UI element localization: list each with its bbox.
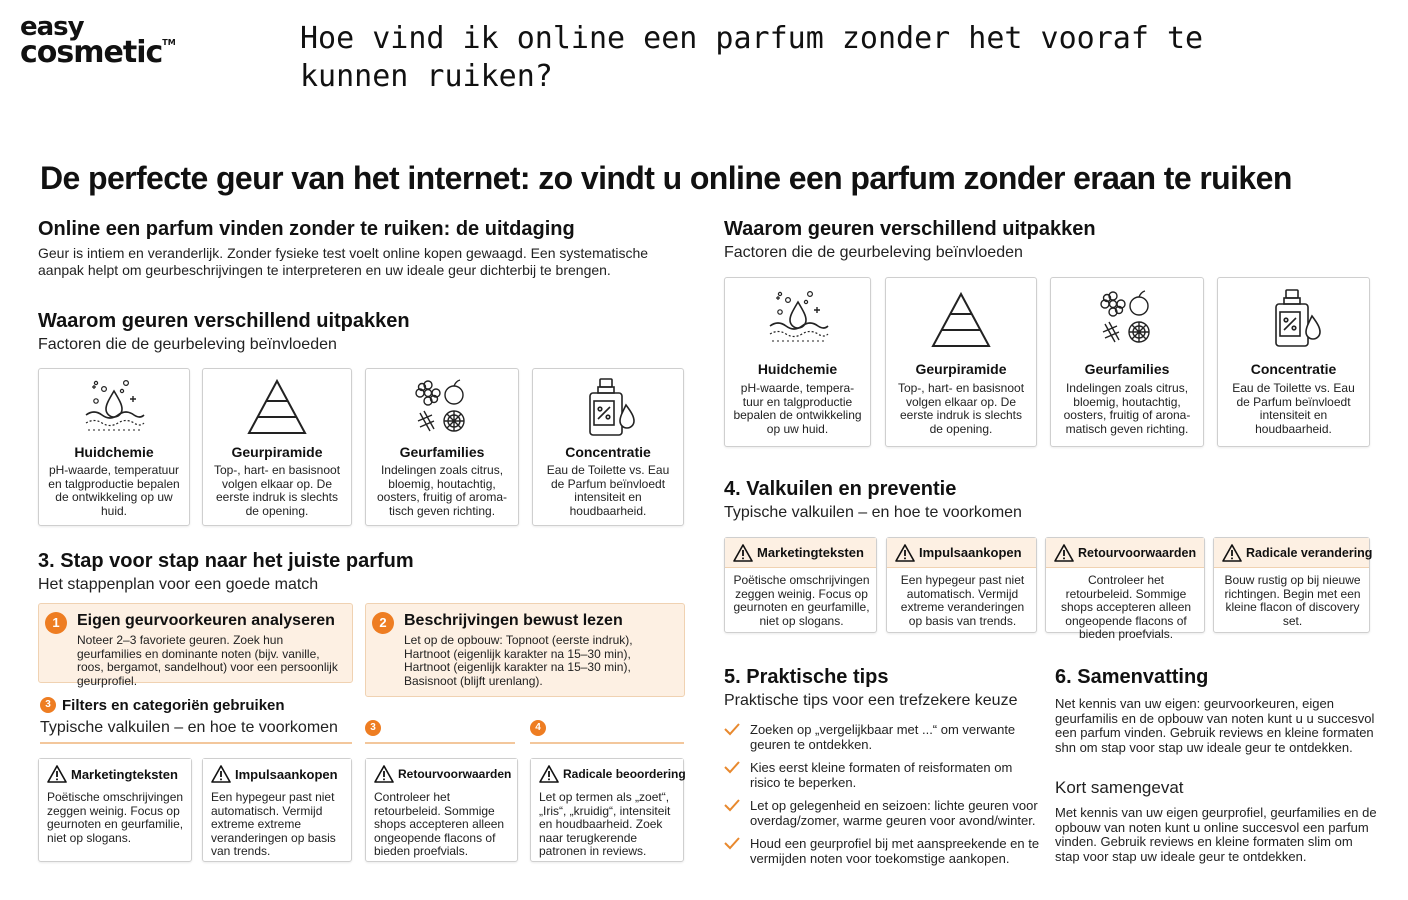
pitfall-card-marketingteksten (724, 537, 877, 633)
step-3-marker: 3 (365, 720, 381, 736)
warning-icon (47, 765, 67, 783)
divider (365, 742, 515, 744)
step-title: Eigen geurvoorkeuren analyseren (77, 612, 335, 629)
check-icon (724, 798, 740, 812)
summary-subtitle: Kort samengevat (1055, 778, 1184, 797)
skin-drop-icon (766, 288, 830, 348)
factor-card-text: pH-waarde, temperatuur en talgproductie bepalen de ontwikkeling op uw huid. (48, 463, 180, 518)
tips-title: 5. Praktische tips (724, 666, 889, 688)
factor-card-title: Geurpiramide (915, 361, 1007, 377)
factor-card-geurfamilies (365, 368, 519, 526)
flower-fruit-icon (410, 377, 474, 437)
intro-text: Geur is intiem en veranderlijk. Zonder fysieke test voelt online kopen gewaagd. Een systematische aanpak helpt om geurbeschrijvingen te interpreteren en uw ideale geur dichterbij te brengen. (38, 245, 649, 278)
pitfall-text: Een hypegeur past niet automatisch. Vermijd extreme veranderingen op basis van trends. (900, 573, 1025, 628)
pyramid-icon (929, 290, 993, 350)
summary-title: 6. Samenvatting (1055, 666, 1209, 688)
logo-line-2: cosmetic (20, 35, 163, 71)
pitfall-text: Let op termen als „zoet“, „Iris“, „kruidig“, intensiteit en houdbaarheid. Zoek naar terugkerende patronen in reviews. (539, 790, 671, 858)
tip-text: Houd een geurprofiel bij met aanspreekende en te vermijden noten voor toekomstige aankopen. (750, 836, 1040, 866)
step-title: Beschrijvingen bewust lezen (404, 612, 623, 629)
factor-card-concentratie (532, 368, 684, 526)
tip-text: Zoeken op „vergelijkbaar met ...“ om verwante geuren te ontdekken. (750, 722, 1016, 752)
factor-card-huidchemie (724, 277, 871, 447)
pitfalls-title: 4. Valkuilen en preventie (724, 478, 957, 500)
tip-text: Let op gelegenheid en seizoen: lichte geuren voor overdag/zomer, warme geuren voor avond/winter. (750, 798, 1038, 828)
pitfall-card-impulsaankopen (202, 758, 352, 862)
pitfall-card-radicale-verandering (1213, 537, 1373, 633)
check-icon (724, 722, 740, 736)
step-4-marker: 4 (530, 720, 546, 736)
logo-trademark: TM (162, 38, 176, 48)
pitfall-title: Radicale verandering (1246, 545, 1373, 560)
factors-right-subtitle: Factoren die de geurbeleving beïnvloeden (724, 244, 1023, 261)
flower-fruit-icon (1095, 288, 1159, 348)
summary-text: Net kennis van uw eigen: geurvoorkeuren, eigen geurfamilis en de opbouw van noten kunt u u succesvol een parfum vinden. Gebruik reviews en kleine formaten shn om stap voor stap uw ideale geur te ontdekken. (1055, 696, 1375, 756)
factor-card-geurpiramide (885, 277, 1037, 447)
skin-drop-icon (82, 377, 146, 437)
step-text: Let op de opbouw: Topnoot (eerste indruk), Hartnoot (eigenlijk karakter na 15–30 min), Hartnoot (eigenlijk karakter na 15–30 min), Basisnoot (blijft urenlang). (404, 633, 633, 688)
summary-short-text: Met kennis van uw eigen geurprofiel, geurfamilies en de opbouw van noten kunt u online succesvol een parfum vinden. Gebruik reviews en kleine formaten slim om stap voor stap uw ideale geur te ontdekken. (1055, 805, 1377, 865)
page-title: De perfecte geur van het internet: zo vindt u online een parfum zonder eraan te ruiken (40, 160, 1292, 196)
filters-subtitle: Typische valkuilen – en hoe te voorkomen (40, 719, 338, 736)
factor-card-geurpiramide (202, 368, 352, 526)
pitfall-title: Retourvoorwaarden (398, 767, 512, 781)
divider (40, 742, 352, 744)
pitfall-text: Controleer het retourbeleid. Sommige shops accepteren alleen ongeopende flacons of bieden proefvials. (1060, 573, 1192, 641)
warning-icon (211, 765, 231, 783)
pitfall-title: Marketingteksten (71, 766, 178, 782)
logo-line-1: easy (20, 12, 84, 42)
pitfall-text: Controleer het retourbeleid. Sommige shops accepteren alleen ongeopende flacons of bieden proefvials. (374, 790, 505, 858)
pitfall-title: Marketingteksten (757, 545, 864, 560)
steps-subtitle: Het stappenplan voor een goede match (38, 576, 319, 593)
warning-icon (733, 544, 753, 562)
pitfall-text: Poëtische omschrijvingen zeggen weinig. Focus op geurnoten en geurfamille, niet op slogans. (733, 573, 870, 628)
factor-card-title: Concentratie (1250, 361, 1337, 377)
pyramid-icon (245, 377, 309, 437)
pitfall-text: Poëtische omschrijvingen zeggen weinig. Focus op geurnoten en geurfamilie, niet op slogans. (47, 790, 184, 845)
step-number: 1 (45, 612, 67, 634)
factor-card-title: Geurpiramide (231, 444, 323, 460)
pitfall-title: Impulsaankopen (235, 766, 338, 782)
factors-left-subtitle: Factoren die de geurbeleving beïnvloeden (38, 336, 337, 353)
factor-card-title: Concentratie (565, 444, 651, 460)
factor-card-huidchemie (38, 368, 190, 526)
pitfall-text: Bouw rustig op bij nieuwe richtingen. Begin met een kleine flacon of discovery set. (1224, 573, 1361, 628)
step-card-1 (38, 603, 353, 688)
question-heading: Hoe vind ik online een parfum zonder het vooraf te kunnen ruiken? (300, 21, 1204, 94)
divider (530, 742, 684, 744)
factor-card-text: Eau de Toilette vs. Eau de Parfum beïnvloedt intensiteit en houdbaarheid. (546, 463, 670, 518)
factors-right-title: Waarom geuren verschillend uitpakken (724, 218, 1096, 240)
perfume-bottle-icon (576, 377, 640, 437)
step-number: 2 (372, 612, 394, 634)
factor-card-text: Eau de Toilette vs. Eau de Parfum beïnvloedt intensiteit en houdbaarheid. (1232, 381, 1355, 436)
warning-icon (1054, 544, 1074, 562)
steps-title: 3. Stap voor stap naar het juiste parfum (38, 550, 414, 572)
factor-card-title: Geurfamilies (399, 444, 485, 460)
intro-title: Online een parfum vinden zonder te ruiken: de uitdaging (38, 218, 575, 240)
factor-card-text: Top-, hart- en basisnoot volgen elkaar op. De eerste indruk is slechts de opening. (897, 381, 1025, 436)
warning-icon (539, 765, 559, 783)
filters-number: 3 (40, 697, 56, 713)
pitfall-title: Impulsaankopen (919, 545, 1022, 560)
warning-icon (374, 765, 394, 783)
pitfall-card-retourvoorwaarden (1045, 537, 1205, 641)
filters-title: Filters en categoriën gebruiken (62, 697, 285, 714)
factors-left-title: Waarom geuren verschillend uitpakken (38, 310, 410, 332)
factor-card-concentratie (1217, 277, 1370, 447)
pitfall-card-radicale-beoordering (530, 758, 684, 862)
pitfall-card-impulsaankopen (886, 537, 1037, 633)
pitfall-text: Een hypegeur past niet automatisch. Vermijd extreme extreme veranderingen op basis van trends. (211, 790, 336, 858)
check-icon (724, 760, 740, 774)
factor-card-text: Indelingen zoals citrus, bloemig, houtachtig, oosters, fruitig of aroma-tisch geven richting. (376, 463, 508, 518)
factor-card-text: pH-waarde, tempera-tuur en talgproductie bepalen de ontwikkeling op uw huid. (733, 381, 862, 436)
pitfall-card-marketingteksten (38, 758, 192, 862)
pitfall-title: Retourvoorwaarden (1078, 545, 1197, 560)
tips-subtitle: Praktische tips voor een trefzekere keuze (724, 692, 1018, 709)
tip-text: Kies eerst kleine formaten of reisformaten om risico te beperken. (750, 760, 1013, 790)
step-card-2 (365, 603, 685, 697)
pitfall-title: Radicale beoordering (563, 767, 686, 781)
step-text: Noteer 2–3 favoriete geuren. Zoek hun geurfamilies en dominante noten (bijv. vanille, roos, bergamot, sandelhout) voor een persoonlijk geurprofiel. (77, 633, 338, 688)
factor-card-title: Geurfamilies (1084, 361, 1170, 377)
pitfalls-subtitle: Typische valkuilen – en hoe te voorkomen (724, 504, 1022, 521)
brand-logo[interactable] (20, 12, 176, 71)
warning-icon (1222, 544, 1242, 562)
check-icon (724, 836, 740, 850)
warning-icon (895, 544, 915, 562)
factor-card-title: Huidchemie (74, 444, 154, 460)
factor-card-text: Top-, hart- en basisnoot volgen elkaar op. De eerste indruk is slechts de opening. (213, 463, 341, 518)
perfume-bottle-icon (1262, 288, 1326, 348)
factor-card-geurfamilies (1050, 277, 1204, 447)
factor-card-title: Huidchemie (757, 361, 838, 377)
factor-card-text: Indelingen zoals citrus, bloemig, houtachtig, oosters, fruitig of arona-matisch geven richting. (1063, 381, 1191, 436)
pitfall-card-retourvoorwaarden (365, 758, 518, 862)
